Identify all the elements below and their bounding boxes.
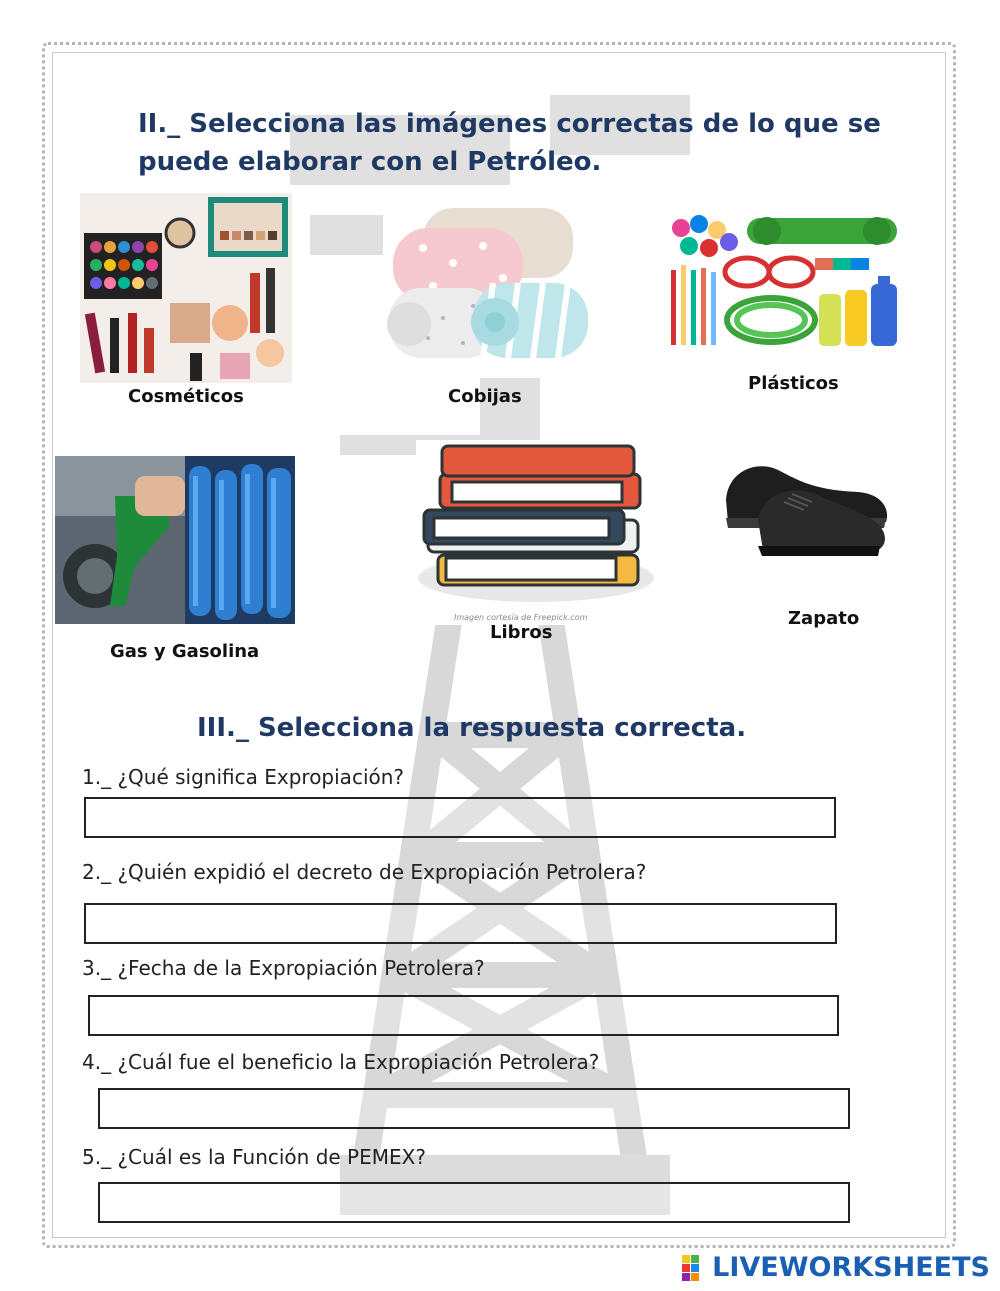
blankets-image[interactable] [383, 188, 595, 378]
caption-zapato: Zapato [788, 608, 860, 629]
question-2: 2._ ¿Quién expidió el decreto de Expropiación Petrolera? [82, 860, 647, 884]
section-3-title: III._ Selecciona la respuesta correcta. [197, 713, 747, 743]
section-2-title-line2: puede elaborar con el Petróleo. [138, 147, 602, 177]
question-1: 1._ ¿Qué significa Expropiación? [82, 765, 405, 789]
books-image[interactable] [416, 440, 656, 625]
answer-field-5[interactable] [98, 1182, 850, 1223]
liveworksheets-brand-text: LIVEWORKSHEETS [712, 1252, 990, 1283]
question-3: 3._ ¿Fecha de la Expropiación Petrolera? [82, 956, 485, 980]
caption-cosmeticos: Cosméticos [128, 386, 244, 407]
gas-gasoline-image[interactable] [55, 456, 295, 624]
liveworksheets-logo [682, 1252, 990, 1283]
shoe-image[interactable] [718, 450, 893, 565]
caption-cobijas: Cobijas [448, 386, 522, 407]
answer-field-1[interactable] [84, 797, 836, 838]
answer-field-3[interactable] [88, 995, 839, 1036]
answer-field-2[interactable] [84, 903, 837, 944]
caption-gas-gasolina: Gas y Gasolina [110, 641, 260, 662]
answer-field-4[interactable] [98, 1088, 850, 1129]
question-4: 4._ ¿Cuál fue el beneficio la Expropiación Petrolera? [82, 1050, 600, 1074]
section-2-title [138, 105, 881, 181]
caption-plasticos: Plásticos [748, 373, 839, 394]
cosmetics-image[interactable] [80, 193, 292, 383]
section-2-title-line1: II._ Selecciona las imágenes correctas de lo que se [138, 109, 881, 139]
question-5: 5._ ¿Cuál es la Función de PEMEX? [82, 1145, 426, 1169]
caption-libros: Libros [490, 622, 553, 643]
liveworksheets-logo-icon [682, 1255, 708, 1281]
plastics-image[interactable] [665, 210, 905, 355]
image-credit: Imagen cortesía de Freepick.com [454, 613, 588, 622]
